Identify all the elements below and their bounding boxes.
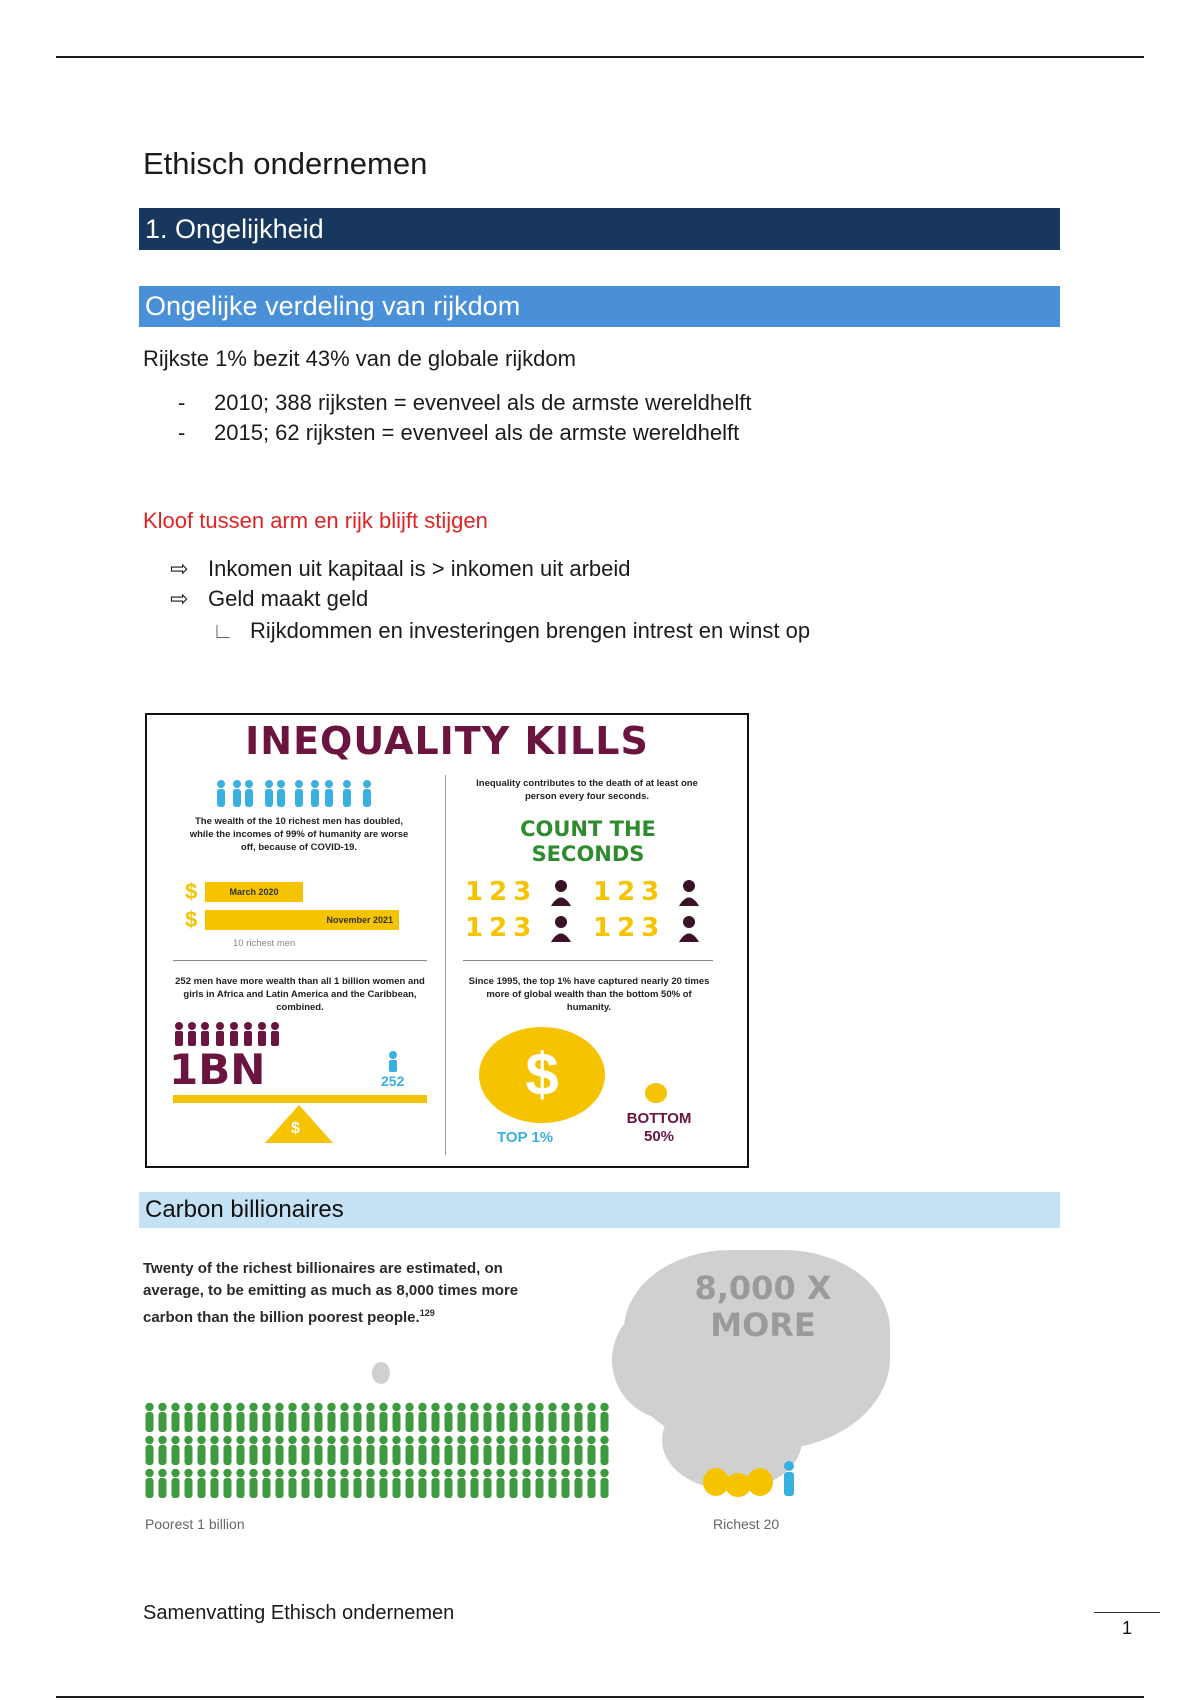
- document-title: Ethisch ondernemen: [143, 146, 428, 181]
- dollar-coin-icon: $: [479, 1027, 605, 1123]
- inequality-infographic: [145, 713, 749, 1168]
- count-line-2: SECONDS: [531, 842, 645, 866]
- intro-text: Rijkste 1% bezit 43% van de globale rijkdom: [143, 346, 576, 371]
- arrow-item-text: Inkomen uit kapitaal is > inkomen uit arbeid: [208, 556, 631, 581]
- dash-item: [178, 390, 751, 416]
- divider-right: [463, 960, 713, 961]
- people-group-icon: [213, 779, 377, 809]
- bar-label: March 2020: [229, 887, 279, 897]
- dash-item: [178, 420, 739, 446]
- count-digits: 123: [465, 913, 538, 943]
- top-1-label: TOP 1%: [497, 1129, 554, 1146]
- footer-text: Samenvatting Ethisch ondernemen: [143, 1602, 455, 1624]
- count-digits: 123: [465, 877, 538, 907]
- count-digits: 123: [593, 913, 666, 943]
- dollar-icon: $: [291, 1120, 300, 1137]
- dash-marker: -: [178, 390, 186, 415]
- dash-marker: -: [178, 420, 186, 445]
- more-label: [660, 1270, 866, 1344]
- more-line-1: 8,000 X: [694, 1269, 832, 1307]
- page-number-rule: [1094, 1612, 1160, 1613]
- red-heading: Kloof tussen arm en rijk blijft stijgen: [143, 508, 488, 533]
- caption-poorest: Poorest 1 billion: [145, 1516, 245, 1532]
- carbon-text: [143, 1258, 563, 1329]
- heading-verdeling: Ongelijke verdeling van rijkdom: [139, 286, 1060, 327]
- bar-march-2020: [205, 882, 303, 902]
- page-number: 1: [1122, 1618, 1133, 1638]
- bar-november-2021: [205, 910, 399, 930]
- person-icon: [677, 915, 701, 943]
- blue-person-icon: [387, 1051, 399, 1073]
- scale-beam: [173, 1095, 427, 1103]
- heading-carbon: Carbon billionaires: [139, 1192, 1060, 1228]
- death-text: Inequality contributes to the death of at least one person every four seconds.: [476, 778, 698, 802]
- blue-people-icon: [213, 779, 377, 809]
- sub-marker: ∟: [212, 618, 234, 643]
- count-digits: 123: [593, 877, 666, 907]
- person-icon: [549, 879, 573, 907]
- divider-left: [173, 960, 427, 961]
- dollar-icon: $: [185, 907, 198, 932]
- dash-item-text: 2010; 388 rijksten = evenveel als de armste wereldhelft: [214, 390, 752, 415]
- bottom-50-label: [609, 1110, 709, 1146]
- heading-ongelijkheid: 1. Ongelijkheid: [139, 208, 1060, 250]
- one-billion-label: 1BN: [169, 1045, 266, 1094]
- carbon-paragraph: Twenty of the richest billionaires are estimated, on average, to be emitting as much as 8,000 times more carbon than the billion poorest people.: [143, 1260, 519, 1326]
- money-bags-icon: [700, 1458, 800, 1498]
- sub-item: [212, 618, 810, 644]
- dash-item-text: 2015; 62 rijksten = evenveel als de armste wereldhelft: [214, 420, 740, 445]
- wealth-text: The wealth of the 10 richest men has doubled, while the incomes of 99% of humanity are worse off, because of COVID-19.: [189, 816, 409, 853]
- sub-item-text: Rijkdommen en investeringen brengen intrest en winst op: [250, 618, 811, 643]
- person-icon: [549, 915, 573, 943]
- bar-caption: 10 richest men: [233, 938, 296, 949]
- count-252: 252: [381, 1073, 405, 1089]
- arrow-item: [170, 556, 631, 582]
- green-people-icon: [143, 1402, 613, 1502]
- small-coin-icon: [645, 1083, 667, 1103]
- bar-label: November 2021: [326, 915, 393, 925]
- dollar-icon: $: [185, 879, 198, 904]
- maroon-people-icon: [173, 1021, 283, 1047]
- arrow-item-text: Geld maakt geld: [208, 586, 369, 611]
- since-text: Since 1995, the top 1% have captured nearly 20 times more of global wealth than the bottom 50% of humanity.: [468, 976, 710, 1013]
- infographic-title: INEQUALITY KILLS: [245, 719, 649, 763]
- more-line-2: MORE: [710, 1306, 816, 1344]
- arrow-marker: ⇨: [170, 556, 189, 581]
- arrow-marker: ⇨: [170, 586, 189, 611]
- vertical-divider: [445, 775, 446, 1155]
- person-icon: [677, 879, 701, 907]
- bottom-label-2: 50%: [643, 1128, 675, 1145]
- bottom-label-1: BOTTOM: [626, 1110, 692, 1127]
- bottom-rule: [56, 1696, 1144, 1698]
- count-line-1: COUNT THE: [520, 817, 656, 841]
- smoke-puff: [372, 1362, 390, 1384]
- arrow-item: [170, 586, 368, 612]
- carbon-footnote: 129: [419, 1308, 435, 1318]
- caption-richest: Richest 20: [713, 1516, 780, 1532]
- women-text: 252 men have more wealth than all 1 billion women and girls in Africa and Latin America and the Caribbean, combined.: [175, 976, 425, 1013]
- top-rule: [56, 56, 1144, 58]
